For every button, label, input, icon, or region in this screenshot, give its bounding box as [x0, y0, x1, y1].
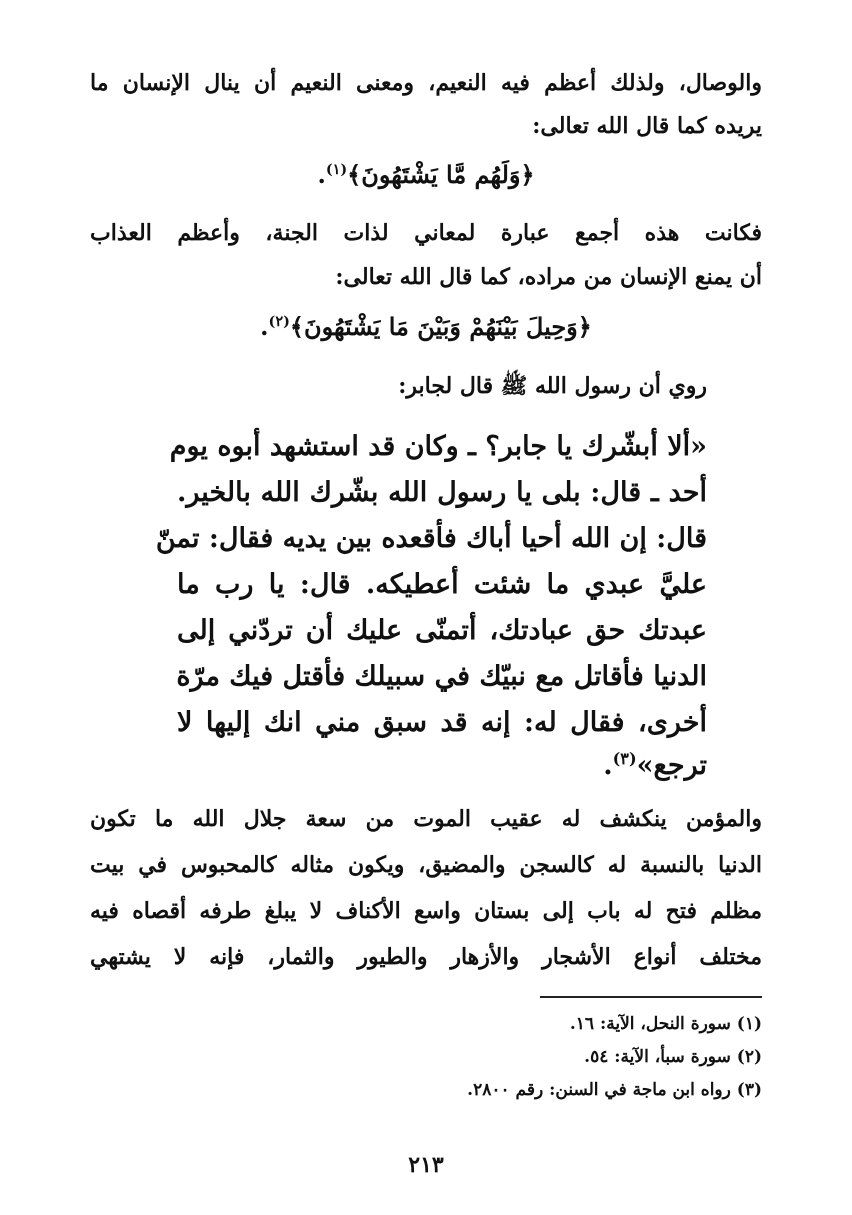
verse1-end: .	[317, 160, 326, 189]
hadith-end: .	[603, 750, 613, 781]
hadith-intro: روي أن رسول الله ﷺ قال لجابر:	[398, 373, 707, 399]
paragraph1-line1: والوصال، ولذلك أعظم فيه النعيم، ومعنى النعيم أن ينال الإنسان ما	[90, 70, 762, 96]
footnote-1-text: سورة النحل، الآية: ١٦.	[569, 1014, 731, 1034]
paragraph3-line4: مختلف أنواع الأشجار والأزهار والطيور والثمار، فإنه لا يشتهي	[90, 944, 762, 970]
hadith-line8	[177, 749, 707, 781]
quran-verse-2	[90, 312, 762, 341]
verse1-text: ﴿وَلَهُم مَّا يَشْتَهُونَ﴾	[347, 160, 535, 189]
paragraph2-line1: فكانت هذه أجمع عبارة لمعاني لذات الجنة، وأعظم العذاب	[90, 220, 762, 246]
footnote-2-text: سورة سبأ، الآية: ٥٤.	[584, 1047, 731, 1067]
hadith-line3: قال: إن الله أحيا أباك فأقعده بين يديه فقال: تمنّ	[155, 523, 707, 554]
footnote-2	[584, 1047, 762, 1067]
footnote-2-num: (٢)	[736, 1047, 762, 1067]
paragraph3-line3: مظلم فتح له باب إلى بستان واسع الأكناف لا يبلغ طرفه أقصاه فيه	[90, 898, 762, 924]
paragraph1-line2: يريده كما قال الله تعالى:	[532, 113, 762, 139]
quran-verse-1	[90, 160, 762, 189]
footnote-3-text: رواه ابن ماجة في السنن: رقم ٢٨٠٠.	[467, 1080, 731, 1100]
paragraph3-line2: الدنيا بالنسبة له كالسجن والمضيق، ويكون مثاله كالمحبوس في بيت	[90, 852, 762, 878]
verse2-text: ﴿وَحِيلَ بَيْنَهُمْ وَبَيْنَ مَا يَشْتَهُونَ﴾	[289, 312, 592, 341]
hadith-line4: عليَّ عبدي ما شئت أعطيكه. قال: يا رب ما	[177, 569, 707, 600]
hadith-line5: عبدتك حق عبادتك، أتمنّى عليك أن تردّني إلى	[177, 615, 707, 646]
hadith-last-text: ترجع»	[636, 750, 707, 781]
hadith-line7: أخرى، فقال له: إنه قد سبق مني انك إليها لا	[177, 707, 707, 738]
footnote-1	[570, 1014, 762, 1034]
footnote-3	[467, 1080, 762, 1100]
paragraph2-line2: أن يمنع الإنسان من مراده، كما قال الله تعالى:	[335, 264, 762, 290]
verse2-end: .	[260, 312, 269, 341]
hadith-line2: أحد ـ قال: بلى يا رسول الله بشّرك الله بالخير.	[177, 477, 707, 508]
footnote-1-num: (١)	[736, 1014, 762, 1034]
page-number: ٢١٣	[408, 1152, 444, 1178]
footnote-3-num: (٣)	[736, 1080, 762, 1100]
hadith-ref: (٣)	[612, 749, 637, 768]
verse2-ref: (٢)	[268, 313, 290, 330]
verse1-ref: (١)	[325, 161, 348, 178]
hadith-line6: الدنيا فأقاتل مع نبيّك في سبيلك فأقتل فيك مرّة	[176, 661, 707, 692]
hadith-line1: «ألا أبشّرك يا جابر؟ ـ وكان قد استشهد أبوه يوم	[169, 431, 707, 462]
footnote-separator	[540, 996, 762, 998]
paragraph3-line1: والمؤمن ينكشف له عقيب الموت من سعة جلال الله ما تكون	[90, 806, 762, 832]
